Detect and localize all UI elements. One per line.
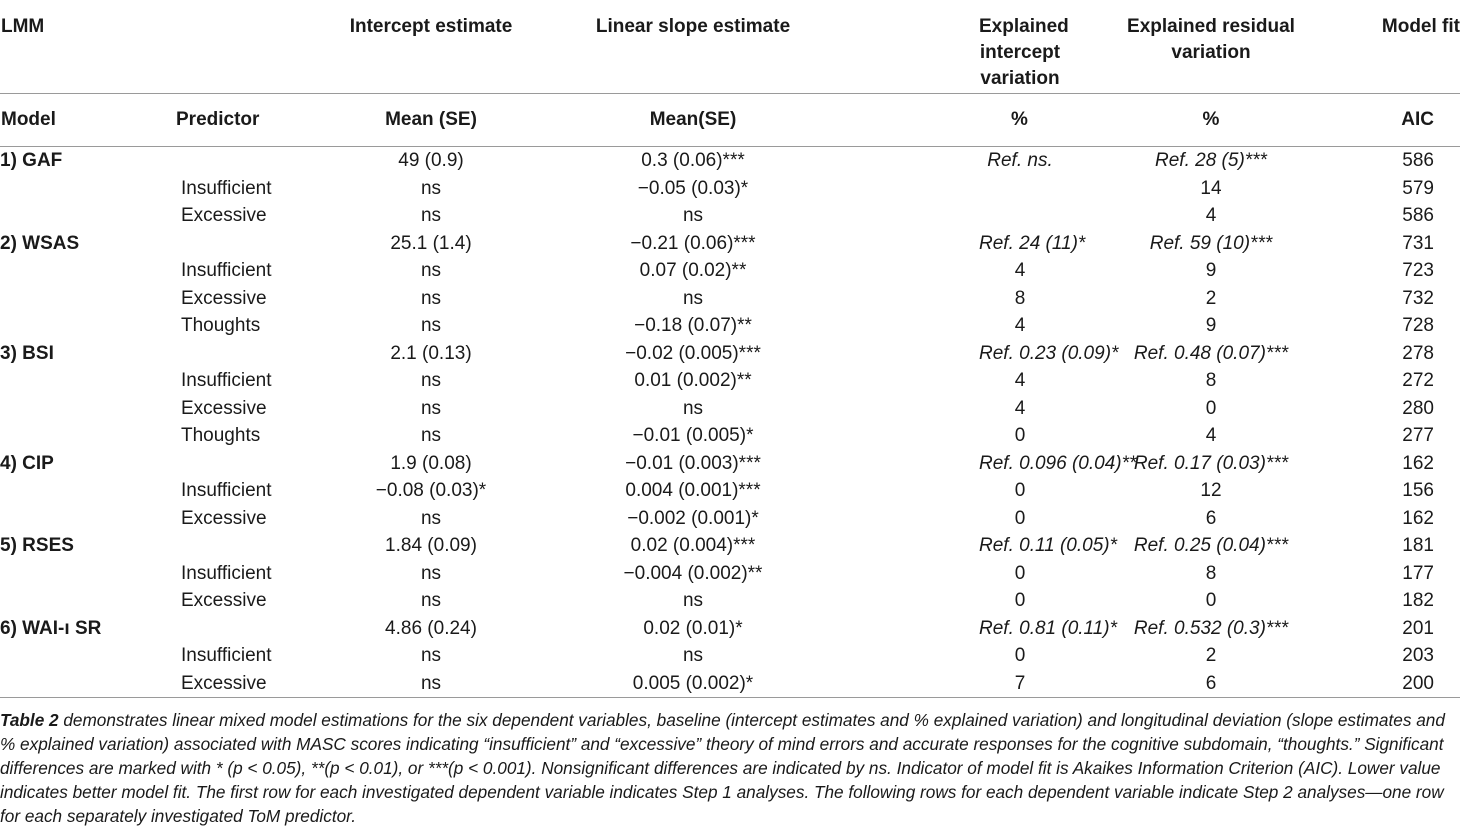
table-row <box>0 285 1460 313</box>
cell-explained-residual: 9 <box>1205 315 1217 336</box>
cell-explained-intercept: 7 <box>859 670 1061 698</box>
cell-explained-residual: Ref. 0.532 (0.3)*** <box>1133 617 1289 639</box>
cell-aic: 181 <box>1402 535 1434 556</box>
cell-intercept: 4.86 (0.24) <box>385 617 477 639</box>
table-row <box>0 560 1460 588</box>
header-row-2 <box>0 94 1460 147</box>
table-row <box>0 450 1460 478</box>
cell-model <box>0 560 175 588</box>
cell-predictor: Insufficient <box>181 260 272 281</box>
cell-aic: 579 <box>1402 177 1434 199</box>
cell-aic: 728 <box>1402 315 1434 336</box>
cell-slope: −0.01 (0.003)*** <box>625 452 761 474</box>
cell-intercept: ns <box>420 425 442 446</box>
cell-model <box>0 587 175 615</box>
cell-model <box>0 312 175 340</box>
header-aic: AIC <box>1361 94 1460 147</box>
cell-aic: 280 <box>1402 397 1434 419</box>
cell-slope: 0.07 (0.02)** <box>639 260 747 281</box>
table-row <box>0 670 1460 698</box>
cell-explained-intercept <box>859 202 1061 230</box>
cell-model: 6) WAI-ı SR <box>0 617 102 639</box>
cell-explained-residual: Ref. 0.17 (0.03)*** <box>1133 452 1289 474</box>
cell-model <box>0 670 175 698</box>
cell-slope: ns <box>682 397 704 419</box>
cell-model <box>0 257 175 285</box>
cell-model: 2) WSAS <box>0 232 80 254</box>
cell-intercept: −0.08 (0.03)* <box>375 480 487 501</box>
cell-predictor: Insufficient <box>181 177 272 199</box>
cell-aic: 277 <box>1402 425 1434 446</box>
cell-explained-intercept: 4 <box>1014 370 1026 391</box>
cell-slope: ns <box>682 590 704 611</box>
table-row <box>0 367 1460 395</box>
cell-predictor <box>175 450 335 478</box>
cell-explained-residual: Ref. 0.48 (0.07)*** <box>1133 342 1289 364</box>
cell-predictor: Thoughts <box>181 315 261 336</box>
table-row <box>0 340 1460 368</box>
table-row <box>0 312 1460 340</box>
cell-explained-intercept: Ref. 0.11 (0.05)* <box>979 535 1118 556</box>
header-mean-se-intercept: Mean (SE) <box>335 94 527 147</box>
header-linear-slope-estimate: Linear slope estimate <box>527 0 859 94</box>
cell-intercept: 49 (0.9) <box>398 150 464 171</box>
cell-aic: 723 <box>1402 260 1434 281</box>
cell-aic: 156 <box>1402 480 1434 501</box>
cell-intercept: ns <box>420 397 442 419</box>
cell-predictor: Insufficient <box>181 645 272 666</box>
cell-predictor <box>175 230 335 258</box>
cell-slope: −0.05 (0.03)* <box>637 177 749 199</box>
cell-explained-intercept: Ref. 24 (11)* <box>979 232 1086 254</box>
cell-explained-residual: 2 <box>1205 287 1217 309</box>
cell-predictor: Insufficient <box>181 562 272 584</box>
cell-explained-intercept <box>859 175 1061 203</box>
header-percent-intercept: % <box>859 94 1061 147</box>
cell-slope: −0.02 (0.005)*** <box>625 342 761 364</box>
cell-intercept: ns <box>420 507 442 529</box>
cell-intercept: ns <box>420 590 442 611</box>
header-blank <box>175 0 335 94</box>
cell-intercept: ns <box>420 315 442 336</box>
cell-slope: 0.02 (0.004)*** <box>630 535 756 556</box>
cell-intercept: ns <box>420 370 442 391</box>
cell-explained-residual: 0 <box>1205 590 1217 611</box>
cell-slope: ns <box>682 645 704 666</box>
table-row <box>0 477 1460 505</box>
cell-aic: 201 <box>1402 617 1434 639</box>
cell-explained-intercept: Ref. 0.096 (0.04)** <box>979 452 1137 474</box>
cell-explained-intercept: Ref. 0.23 (0.09)* <box>979 342 1119 364</box>
cell-explained-residual: 0 <box>1205 397 1217 419</box>
cell-aic: 278 <box>1402 342 1434 364</box>
table-row <box>0 587 1460 615</box>
cell-explained-intercept: 0 <box>1014 507 1026 529</box>
cell-explained-residual: 2 <box>1205 645 1217 666</box>
cell-explained-intercept: 0 <box>1014 590 1026 611</box>
cell-slope: −0.004 (0.002)** <box>623 562 763 584</box>
cell-aic: 177 <box>1402 562 1434 584</box>
cell-model <box>0 395 175 423</box>
cell-intercept: ns <box>420 287 442 309</box>
cell-predictor <box>175 147 335 175</box>
cell-intercept: ns <box>335 670 527 698</box>
header-model-fit: Model fit <box>1361 0 1460 94</box>
cell-predictor: Insufficient <box>181 370 272 391</box>
cell-explained-residual: 4 <box>1205 425 1217 446</box>
cell-intercept: ns <box>420 205 442 226</box>
caption-text: demonstrates linear mixed model estimations for the six dependent variables, baseline (intercept estimates and % explained variation) and longitudinal deviation (slope estimates and % explained variation) associated with MASC scores indicating “insufficient” and “excessive” theory of mind errors and accurate responses for the cognitive subdomain, “thoughts.” Significant differences are marked with * (p < 0.05), **(p < 0.01), or ***(p < 0.001). Nonsignificant differences are indicated by ns. Indicator of model fit is Akaikes Information Criterion (AIC). Lower value indicates better model fit. The first row for each investigated dependent variable indicates Step 1 analyses. The following rows for each dependent variable indicate Step 2 analyses—one row for each separately investigated ToM predictor. <box>0 710 1445 826</box>
table-row <box>0 230 1460 258</box>
cell-explained-intercept: 8 <box>1014 287 1026 309</box>
cell-intercept: 25.1 (1.4) <box>390 232 472 254</box>
cell-explained-intercept: 0 <box>1014 480 1026 501</box>
header-row-1 <box>0 0 1460 94</box>
cell-explained-residual: 14 <box>1200 177 1222 199</box>
cell-model <box>0 285 175 313</box>
cell-explained-residual: Ref. 0.25 (0.04)*** <box>1133 535 1289 556</box>
cell-explained-residual: 6 <box>1205 507 1217 529</box>
cell-aic: 586 <box>1402 205 1434 226</box>
cell-explained-intercept: 4 <box>1014 315 1026 336</box>
cell-explained-intercept: Ref. ns. <box>987 150 1053 171</box>
cell-aic: 162 <box>1402 452 1434 474</box>
header-percent-residual: % <box>1061 94 1361 147</box>
cell-predictor <box>175 615 335 643</box>
table-row <box>0 505 1460 533</box>
cell-aic: 586 <box>1402 150 1434 171</box>
cell-explained-residual: 12 <box>1200 480 1222 501</box>
cell-predictor: Insufficient <box>181 480 272 501</box>
cell-explained-intercept: 4 <box>1014 260 1026 281</box>
cell-slope: −0.21 (0.06)*** <box>630 232 756 254</box>
cell-aic: 162 <box>1402 507 1434 529</box>
cell-model <box>0 175 175 203</box>
cell-aic: 200 <box>1361 670 1460 698</box>
header-lmm: LMM <box>0 0 175 94</box>
header-intercept-estimate: Intercept estimate <box>335 0 527 94</box>
cell-intercept: 1.9 (0.08) <box>390 452 472 474</box>
table-row <box>0 175 1460 203</box>
cell-aic: 731 <box>1402 232 1434 254</box>
cell-slope: 0.005 (0.002)* <box>527 670 859 698</box>
cell-model <box>0 202 175 230</box>
cell-model <box>0 367 175 395</box>
cell-slope: −0.01 (0.005)* <box>632 425 754 446</box>
cell-explained-intercept: 0 <box>1014 562 1026 584</box>
header-predictor: Predictor <box>175 94 335 147</box>
cell-predictor: Excessive <box>181 590 267 611</box>
table-row <box>0 395 1460 423</box>
cell-explained-intercept: 0 <box>1014 425 1026 446</box>
cell-intercept: ns <box>420 260 442 281</box>
cell-model: 5) RSES <box>0 535 74 556</box>
header-mean-se-slope: Mean(SE) <box>527 94 859 147</box>
cell-predictor: Excessive <box>181 507 267 529</box>
table-row <box>0 257 1460 285</box>
cell-intercept: ns <box>420 562 442 584</box>
cell-explained-intercept: 0 <box>1014 645 1026 666</box>
cell-explained-residual: Ref. 28 (5)*** <box>1155 150 1267 171</box>
cell-explained-residual: 8 <box>1205 370 1217 391</box>
table-caption <box>0 698 1460 828</box>
cell-slope: 0.01 (0.002)** <box>634 370 752 391</box>
table-row <box>0 615 1460 643</box>
cell-explained-residual: 6 <box>1061 670 1361 698</box>
table-row <box>0 532 1460 560</box>
cell-slope: −0.18 (0.07)** <box>634 315 752 336</box>
cell-intercept: 1.84 (0.09) <box>385 535 477 556</box>
table-body <box>0 147 1460 698</box>
cell-explained-intercept: 4 <box>1014 397 1026 419</box>
header-model: Model <box>0 94 175 147</box>
header-explained-intercept-variation: Explained intercept variation <box>859 0 1061 94</box>
cell-predictor: Excessive <box>175 670 335 698</box>
cell-predictor: Excessive <box>181 205 267 226</box>
cell-explained-residual: 9 <box>1205 260 1217 281</box>
table-row <box>0 202 1460 230</box>
cell-model <box>0 477 175 505</box>
cell-aic: 203 <box>1402 645 1434 666</box>
table-row <box>0 147 1460 175</box>
cell-slope: 0.3 (0.06)*** <box>641 150 745 171</box>
cell-slope: 0.02 (0.01)* <box>643 617 743 639</box>
cell-explained-residual: Ref. 59 (10)*** <box>1149 232 1273 254</box>
cell-explained-residual: 4 <box>1205 205 1217 226</box>
cell-predictor <box>175 340 335 368</box>
cell-model <box>0 422 175 450</box>
cell-intercept: 2.1 (0.13) <box>390 342 472 364</box>
cell-model <box>0 642 175 670</box>
cell-model: 3) BSI <box>0 342 54 364</box>
cell-aic: 182 <box>1402 590 1434 611</box>
cell-intercept: ns <box>420 177 442 199</box>
cell-slope: ns <box>682 205 704 226</box>
table-row <box>0 422 1460 450</box>
cell-predictor: Excessive <box>181 287 267 309</box>
cell-slope: ns <box>682 287 704 309</box>
cell-slope: 0.004 (0.001)*** <box>625 480 761 501</box>
cell-aic: 732 <box>1402 287 1434 309</box>
cell-aic: 272 <box>1402 370 1434 391</box>
cell-predictor <box>175 532 335 560</box>
cell-predictor: Excessive <box>181 397 267 419</box>
caption-label: Table 2 <box>0 710 59 730</box>
cell-explained-intercept: Ref. 0.81 (0.11)* <box>979 617 1118 639</box>
header-explained-residual-variation: Explained residual variation <box>1061 0 1361 94</box>
cell-intercept: ns <box>420 645 442 666</box>
table-row <box>0 642 1460 670</box>
cell-model: 1) GAF <box>0 150 63 171</box>
cell-model <box>0 505 175 533</box>
cell-predictor: Thoughts <box>181 425 261 446</box>
cell-explained-residual: 8 <box>1205 562 1217 584</box>
cell-slope: −0.002 (0.001)* <box>627 507 759 529</box>
cell-model: 4) CIP <box>0 452 54 474</box>
